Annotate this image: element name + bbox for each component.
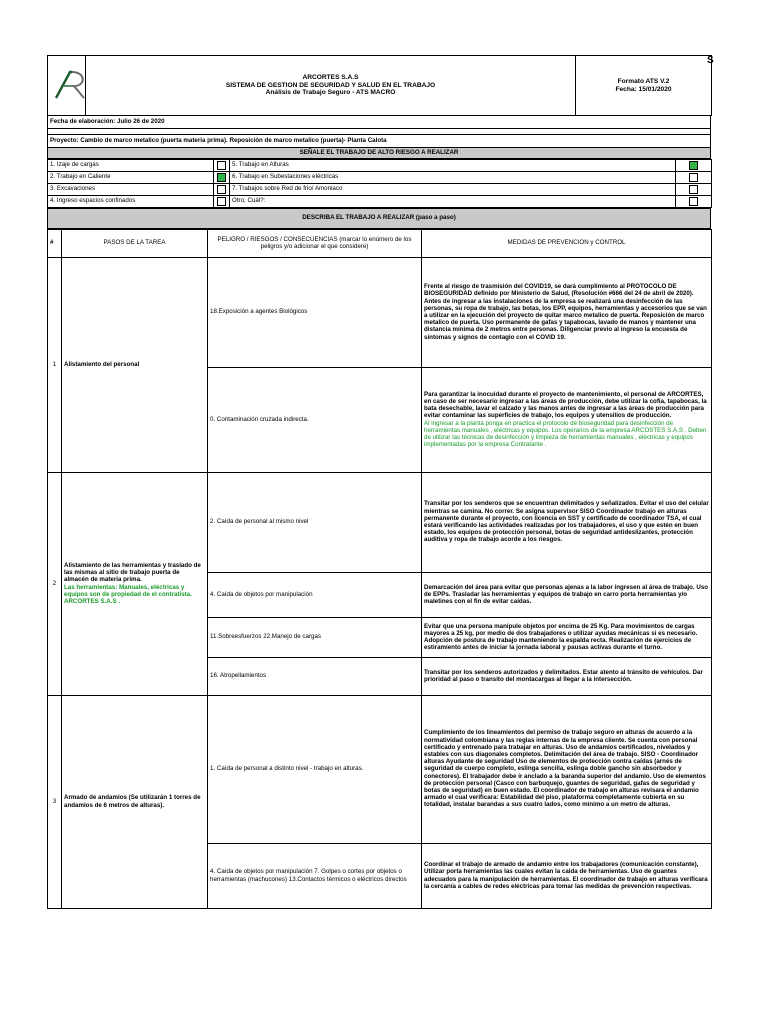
measure-cell [422, 843, 712, 908]
document-name: Análisis de Trabajo Seguro - ATS MACRO [265, 89, 396, 97]
step-row [48, 472, 712, 572]
hazard-cell: 0. Contaminación cruzada indirecta. [208, 367, 422, 472]
risk-left-label: 1. Izaje de cargas [48, 159, 214, 171]
col-hazards: PELIGRO / RIESGOS / CONSECUENCIAS (marcar lo enúmero de los peligros y/o adicionar el que considere) [208, 229, 422, 257]
measure-text: Frente al riesgo de trasmisión del COVID19, se dará cumplimiento al PROTOCOLO DE BIOSEGURIDAD definido por Ministerio de Salud, (Resolución #666 del 24 de abril de 2020). Antes de ingresar a las instalaciones de la empresa se realizará una desinfección de las personas, su ropa de trabajo, las botas, los EPP, equipos, herramientas y accesorios que se van a utilizar en la ejecución del proyecto de quitar marco metalico de puerta. Reposición de marco metalico de puerta. Uso permanente de gafas y tapabocas, lavado de manos y mantener una distancia mínima de 2 metros entre personas. Diligenciar previo al ingreso la encuesta de síntomas y signos de contagio con el COVID 19. [424, 283, 707, 341]
measure-text: Transitar por los senderos que se encuentran delimitados y señalizados. Evitar el uso del celular mientras se camina. No correr. Se asigna supervisor SISO Coordinador trabajo en alturas permanente durante el proyecto, con licencia en SST y certificado de coordinador TSA, el cual estará verificando las actividades realizadas por los trabajadores, el uso y que estén en buen estado, los equipos de protección personal, botas de seguridad antideslizantes, protección auditiva y ropa de trabajo acorde a los riesgos. [424, 500, 709, 544]
corner-mark: S [707, 55, 714, 66]
col-measures: MEDIDAS DE PREVENCION y CONTROL [422, 229, 712, 257]
risk-left-label: 4. Ingreso espacios confinados [48, 195, 214, 207]
step-number: 2 [48, 472, 62, 695]
step-task-cell [62, 472, 208, 695]
measure-cell [422, 572, 712, 617]
step-row [48, 257, 712, 367]
elaboration-date: Fecha de elaboración: Julio 26 de 2020 [48, 116, 711, 128]
hazard-cell: 16. Atropellamientos [208, 657, 422, 695]
format-version: Formato ATS V.2 [617, 78, 670, 86]
risk-right-checkbox[interactable] [689, 185, 698, 194]
risk-row [48, 183, 712, 195]
step-task: Armado de andamios (Se utilizarán 1 torres de andamios de 6 metros de alturas). [64, 794, 201, 809]
header-title-cell [86, 56, 576, 116]
steps-table [47, 229, 712, 909]
measure-cell [422, 657, 712, 695]
header-table [47, 55, 712, 116]
describe-title: DESCRIBA EL TRABAJO A REALIZAR (paso a paso) [48, 208, 711, 228]
measure-text: Transitar por los senderos autorizados y delimitados. Estar atento al tránsito de vehículos. Dar prioridad al paso o transito del montacargas al llegar a la intersección. [424, 668, 703, 683]
logo-cell [48, 56, 86, 116]
step-number: 1 [48, 257, 62, 472]
risk-row [48, 195, 712, 207]
measure-text: Evitar que una persona manipule objetos por encima de 25 Kg. Para movimientos de cargas mayores a 25 kg, por medio de dos trabajadores o utilizar ayudas mecánicas si es necesario. Adopción de postura de trabajo manteniendo la espalda recta. Realización de ejercicios de estiramiento antes de iniciar la jornada laboral y pausas activas durante el turno. [424, 622, 698, 652]
format-date: Fecha: 15/01/2020 [615, 85, 672, 93]
risk-right-check-cell [676, 171, 712, 183]
measure-cell [422, 695, 712, 843]
risk-left-check-cell [214, 183, 230, 195]
risk-left-label: 3. Excavaciones [48, 183, 214, 195]
col-steps: PASOS DE LA TAREA [62, 229, 208, 257]
risk-right-label: 5. Trabajo en Alturas [230, 159, 676, 171]
risk-row [48, 171, 712, 183]
hazard-cell: 4. Caída de objetos por manipulación 7. Golpes o cortes por objetos o herramientas (machucones) 13.Contactos térmicos o eléctricos directos [208, 843, 422, 908]
risk-left-checkbox[interactable] [217, 197, 226, 206]
measure-cell [422, 257, 712, 367]
col-num: # [48, 229, 62, 257]
hazard-cell: 2. Caída de personal al mismo nivel [208, 472, 422, 572]
risk-left-check-cell [214, 195, 230, 207]
project-description: Proyecto: Cambio de marco metalico (puerta materia prima). Reposición de marco metalico (puerta)- Planta Calota [48, 134, 711, 147]
step-task-cell [62, 695, 208, 908]
system-name: SISTEMA DE GESTION DE SEGURIDAD Y SALUD EN EL TRABAJO [225, 81, 436, 89]
step-task: Alistamiento de las herramientas y traslado de las mismas al sitio de trabajo puerta de almacén de materia prima. [64, 561, 201, 584]
risk-section-title: SEÑALE EL TRABAJO DE ALTO RIESGO A REALIZAR [48, 147, 711, 158]
step-task-note: Las herramientas: Manuales, eléctricas y equipos son de propiedad de el contratista. ARCORTES S.A.S . [64, 583, 192, 605]
measure-green-text: Al ingresar a la planta ponga en practica el protocolo de bioseguridad para desinfección de herramientas manuales , eléctricas y equipos. Los operarios de la empresa ARCOSTES S.A.S . Deben de utilizar las técnicas de desinfección y limpieza de herramientas manuales , eléctricas y equipos implementadas por la empresa Contratante . [424, 419, 707, 449]
risk-right-check-cell [676, 183, 712, 195]
company-logo [50, 66, 86, 102]
risk-left-check-cell [214, 159, 230, 171]
risk-left-check-cell [214, 171, 230, 183]
step-row [48, 695, 712, 843]
ats-form [47, 55, 711, 909]
hazard-cell: 18.Exposición a agentes Biológicos [208, 257, 422, 367]
risk-right-checkbox[interactable] [689, 161, 698, 170]
risk-row [48, 159, 712, 171]
step-number: 3 [48, 695, 62, 908]
measure-text: Demarcación del área para evitar que personas ajenas a la labor ingresen al área de trabajo. Uso de EPPs. Trasladar las herramientas y equipos de trabajo en carro porta herramientas y/o maletines con el fin de evitar caídas. [424, 583, 709, 606]
risk-right-check-cell [676, 195, 712, 207]
risk-left-label: 2. Trabajo en Caliente [48, 171, 214, 183]
measure-cell [422, 617, 712, 657]
risk-left-checkbox[interactable] [217, 185, 226, 194]
risk-left-checkbox[interactable] [217, 173, 226, 182]
risk-right-check-cell [676, 159, 712, 171]
hazard-cell: 11.Sobreesfuerzos 22.Manejo de cargas [208, 617, 422, 657]
measure-cell [422, 472, 712, 572]
step-task: Alistamiento del personal [64, 360, 140, 368]
risk-right-label: 7. Trabajos sobre Red de frio/ Amoniaco [230, 183, 676, 195]
risk-right-label: Otro, Cuál?: [230, 195, 676, 207]
company-name: ARCORTES S.A.S [302, 74, 359, 82]
risk-left-checkbox[interactable] [217, 161, 226, 170]
measure-cell [422, 367, 712, 472]
risk-checklist [47, 159, 712, 208]
hazard-cell: 4. Caída de objetos por manipulación [208, 572, 422, 617]
info-table [47, 116, 711, 159]
step-task-cell [62, 257, 208, 472]
format-cell [576, 56, 712, 116]
risk-right-checkbox[interactable] [689, 173, 698, 182]
measure-text: Para garantizar la inocuidad durante el proyecto de mantenimiento, el personal de ARCORTES, en caso de ser necesario ingresar a las áreas de producción, debe utilizar la cofia, tapabocas, la bata desechable, lavar el calzado y las manos antes de ingresar a las áreas de producción para evitar contaminar las superficies de trabajo, los equipos y utensilios de producción. [424, 390, 707, 420]
hazard-cell: 1. Caída de personal a distinto nivel - trabajo en alturas. [208, 695, 422, 843]
risk-right-checkbox[interactable] [689, 197, 698, 206]
measure-text: Cumplimiento de los lineamientos del permiso de trabajo seguro en alturas de acuerdo a la normatividad colombiana y las reglas internas de la empresa cliente. Se cuenta con personal certificado y entrenado para trabajar en alturas. Uso de andamios certificados, nivelados y estables con sus diagonales completos. Delimitación del área de trabajo. SISO - Coordinador alturas Ayudante de seguridad Uso de elementos de protección contra caídas (arnés de seguridad de cuerpo completo, eslinga sencilla, eslinga doble gancho sin absorbedor y conectores). El trabajador debe ir anclado a la baranda superior del andamio. Uso de elementos de protección personal (Casco con barbuquejo, guantes de seguridad, gafas de seguridad y botas de seguridad) en buen estado. El coordinador de trabajo en alturas revisara el andamio armado el cual verificara: Estabilidad del piso, plataforma completamente cubierta en su totalidad, instalar barandas a sus cuatro lados, como mínimo a un metro de alturas. [424, 729, 706, 809]
measure-text: Coordinar el trabajo de armado de andamio entre los trabajadores (comunicación constante), Utilizar porta herramientas las cuales evitan la caída de herramientas. Uso de guantes adecuados para la manipulación de herramientas. El coordinador de trabajo en alturas verificara la cercanía a cables de redes eléctricas para tomar las medidas de prevención respectivas. [424, 861, 708, 890]
risk-right-label: 6. Trabajo en Subestaciones eléctricas [230, 171, 676, 183]
describe-table [47, 208, 711, 229]
